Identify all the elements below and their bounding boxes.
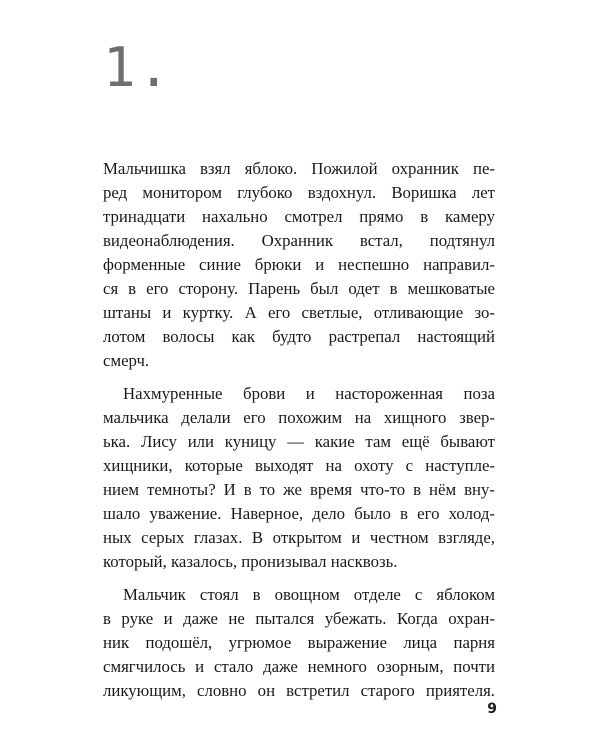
text-line: ник подошёл, угрюмое выражение лица парня	[103, 633, 495, 652]
text-line: тринадцати нахально смотрел прямо в камеру	[103, 207, 495, 226]
text-line: ся в его сторону. Парень был одет в мешковатые	[103, 279, 495, 298]
text-line: хищники, которые выходят на охоту с наступле-	[103, 456, 495, 475]
text-line: Мальчишка взял яблоко. Пожилой охранник пе-	[103, 159, 495, 178]
text-line: ликующим, словно он встретил старого приятеля.	[103, 681, 495, 700]
text-line: видеонаблюдения. Охранник встал, подтянул	[103, 231, 495, 250]
text-line: форменные синие брюки и неспешно направил-	[103, 255, 495, 274]
body-text	[103, 157, 495, 703]
paragraph-1	[103, 157, 495, 373]
paragraph-2	[103, 382, 495, 574]
text-line: ред монитором глубоко вздохнул. Воришка лет	[103, 183, 495, 202]
text-line: который, казалось, пронизывал насквозь.	[103, 552, 398, 571]
text-line: ных серых глазах. В открытом и честном взгляде,	[103, 528, 495, 547]
text-line: лотом волосы как будто растрепал настоящий	[103, 327, 495, 346]
chapter-number: 1.	[103, 36, 173, 99]
paragraph-gap	[103, 574, 495, 583]
text-line: смерч.	[103, 351, 150, 370]
text-line: в руке и даже не пытался убежать. Когда охран-	[103, 609, 495, 628]
text-line: смягчилось и стало даже немного озорным, почти	[103, 657, 495, 676]
text-line: ька. Лису или куницу — какие там ещё бывают	[103, 432, 495, 451]
text-line: мальчика делали его похожим на хищного звер-	[103, 408, 495, 427]
paragraph-3	[103, 583, 495, 703]
page-number: 9	[487, 701, 497, 717]
text-line: Мальчик стоял в овощном отделе с яблоком	[123, 585, 495, 604]
text-line: Нахмуренные брови и настороженная поза	[123, 384, 495, 403]
text-line: штаны и куртку. А его светлые, отливающие зо-	[103, 303, 495, 322]
text-line: нием темноты? И в то же время что-то в нём вну-	[103, 480, 495, 499]
text-line: шало уважение. Наверное, дело было в его холод-	[103, 504, 495, 523]
paragraph-gap	[103, 373, 495, 382]
